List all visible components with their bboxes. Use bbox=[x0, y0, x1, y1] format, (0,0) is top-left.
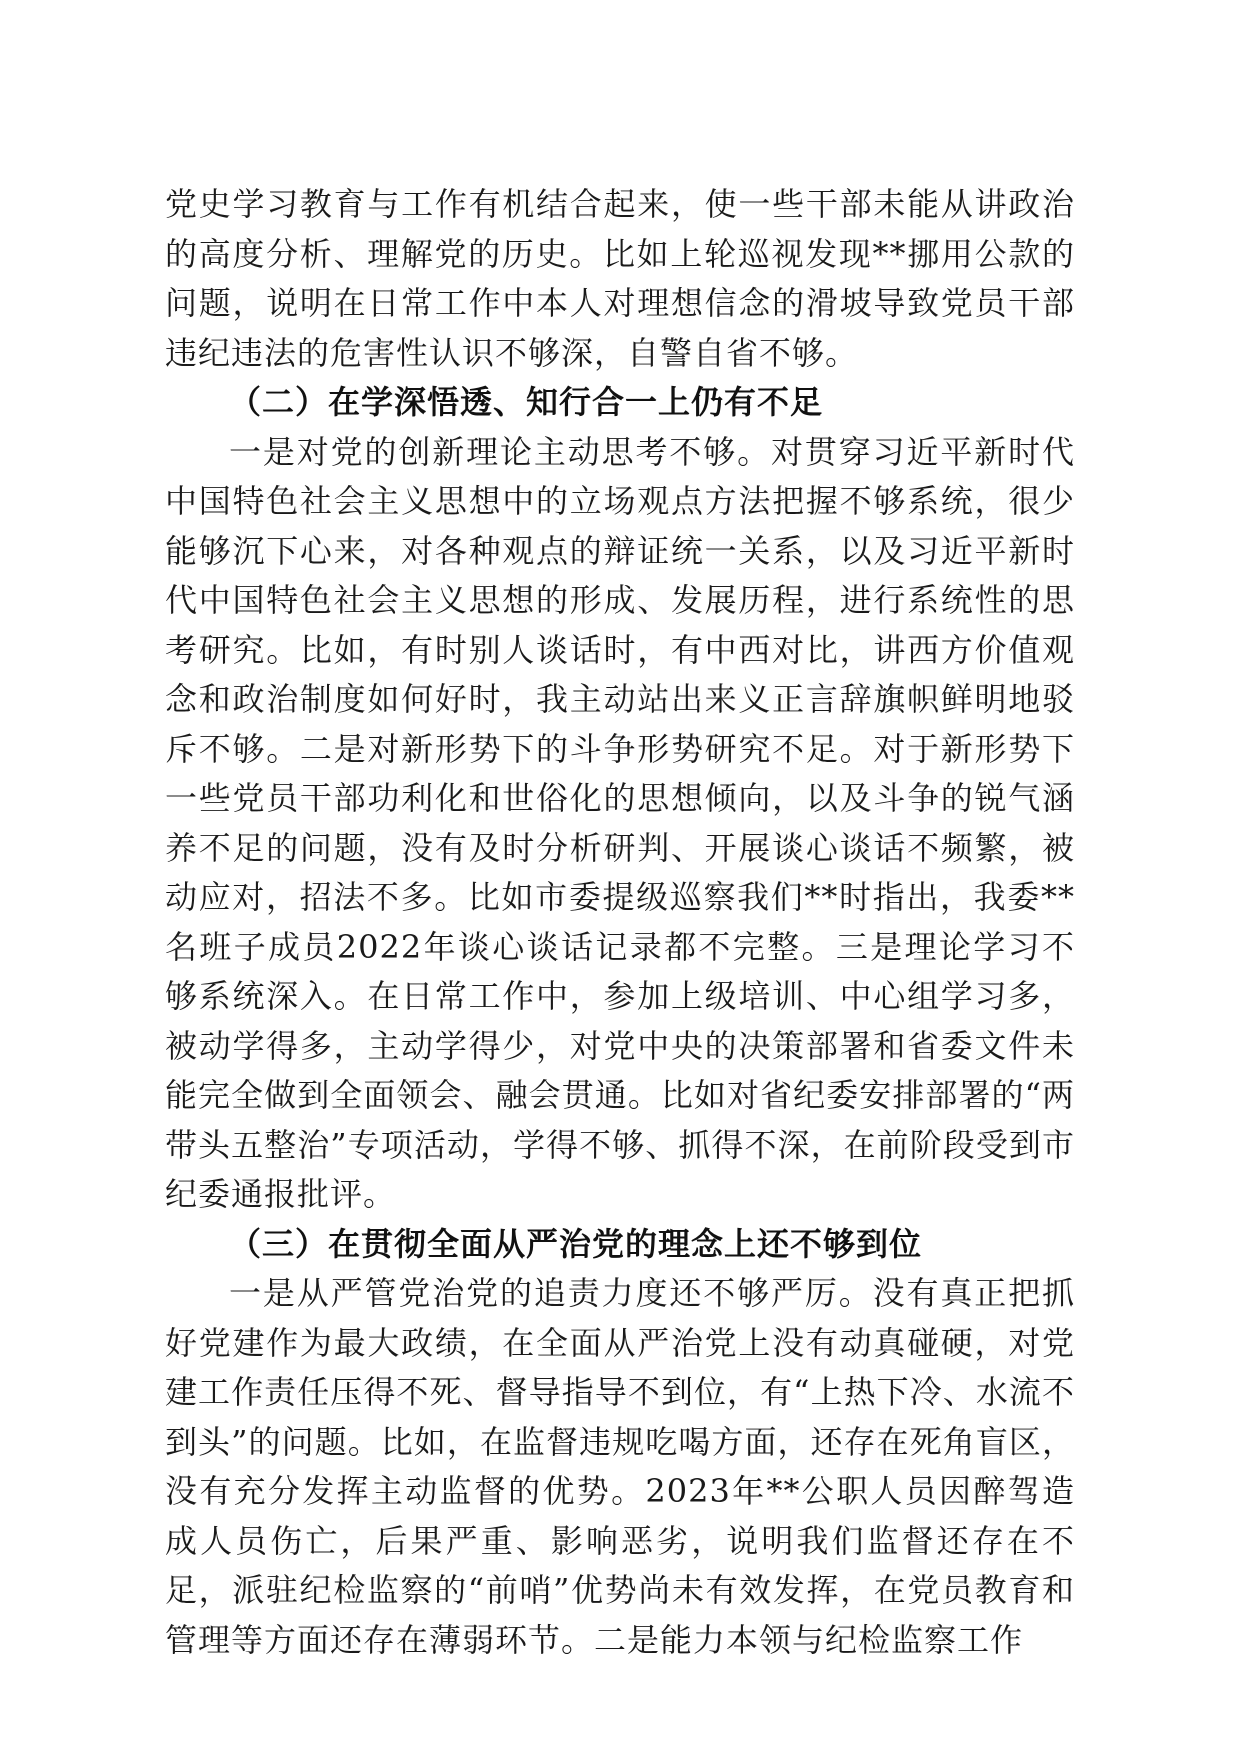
document-body bbox=[165, 180, 1075, 1665]
body-paragraph-section-2: 一是对党的创新理论主动思考不够。对贯穿习近平新时代中国特色社会主义思想中的立场观点方法把握不够系统，很少能够沉下心来，对各种观点的辩证统一关系，以及习近平新时代中国特色社会主义思想的形成、发展历程，进行系统性的思考研究。比如，有时别人谈话时，有中西对比，讲西方价值观念和政治制度如何好时，我主动站出来义正言辞旗帜鲜明地驳斥不够。二是对新形势下的斗争形势研究不足。对于新形势下一些党员干部功利化和世俗化的思想倾向，以及斗争的锐气涵养不足的问题，没有及时分析研判、开展谈心谈话不频繁，被动应对，招法不多。比如市委提级巡察我们**时指出，我委**名班子成员2022年谈心谈话记录都不完整。三是理论学习不够系统深入。在日常工作中，参加上级培训、中心组学习多，被动学得多，主动学得少，对党中央的决策部署和省委文件未能完全做到全面领会、融会贯通。比如对省纪委安排部署的“两带头五整治”专项活动，学得不够、抓得不深，在前阶段受到市纪委通报批评。 bbox=[165, 432, 1075, 1213]
body-paragraph-continued: 党史学习教育与工作有机结合起来，使一些干部未能从讲政治的高度分析、理解党的历史。比如上轮巡视发现**挪用公款的问题，说明在日常工作中本人对理想信念的滑坡导致党员干部违纪违法的危害性认识不够深，自警自省不够。 bbox=[165, 185, 1075, 372]
section-heading-2: （二）在学深悟透、知行合一上仍有不足 bbox=[229, 383, 824, 421]
body-paragraph-section-3: 一是从严管党治党的追责力度还不够严厉。没有真正把抓好党建作为最大政绩，在全面从严治党上没有动真碰硬，对党建工作责任压得不死、督导指导不到位，有“上热下冷、水流不到头”的问题。比如，在监督违规吃喝方面，还存在死角盲区，没有充分发挥主动监督的优势。2023年**公职人员因醉驾造成人员伤亡，后果严重、影响恶劣，说明我们监督还存在不足，派驻纪检监察的“前哨”优势尚未有效发挥，在党员教育和管理等方面还存在薄弱环节。二是能力本领与纪检监察工作 bbox=[165, 1274, 1075, 1659]
section-heading-3: （三）在贯彻全面从严治党的理念上还不够到位 bbox=[229, 1224, 923, 1263]
